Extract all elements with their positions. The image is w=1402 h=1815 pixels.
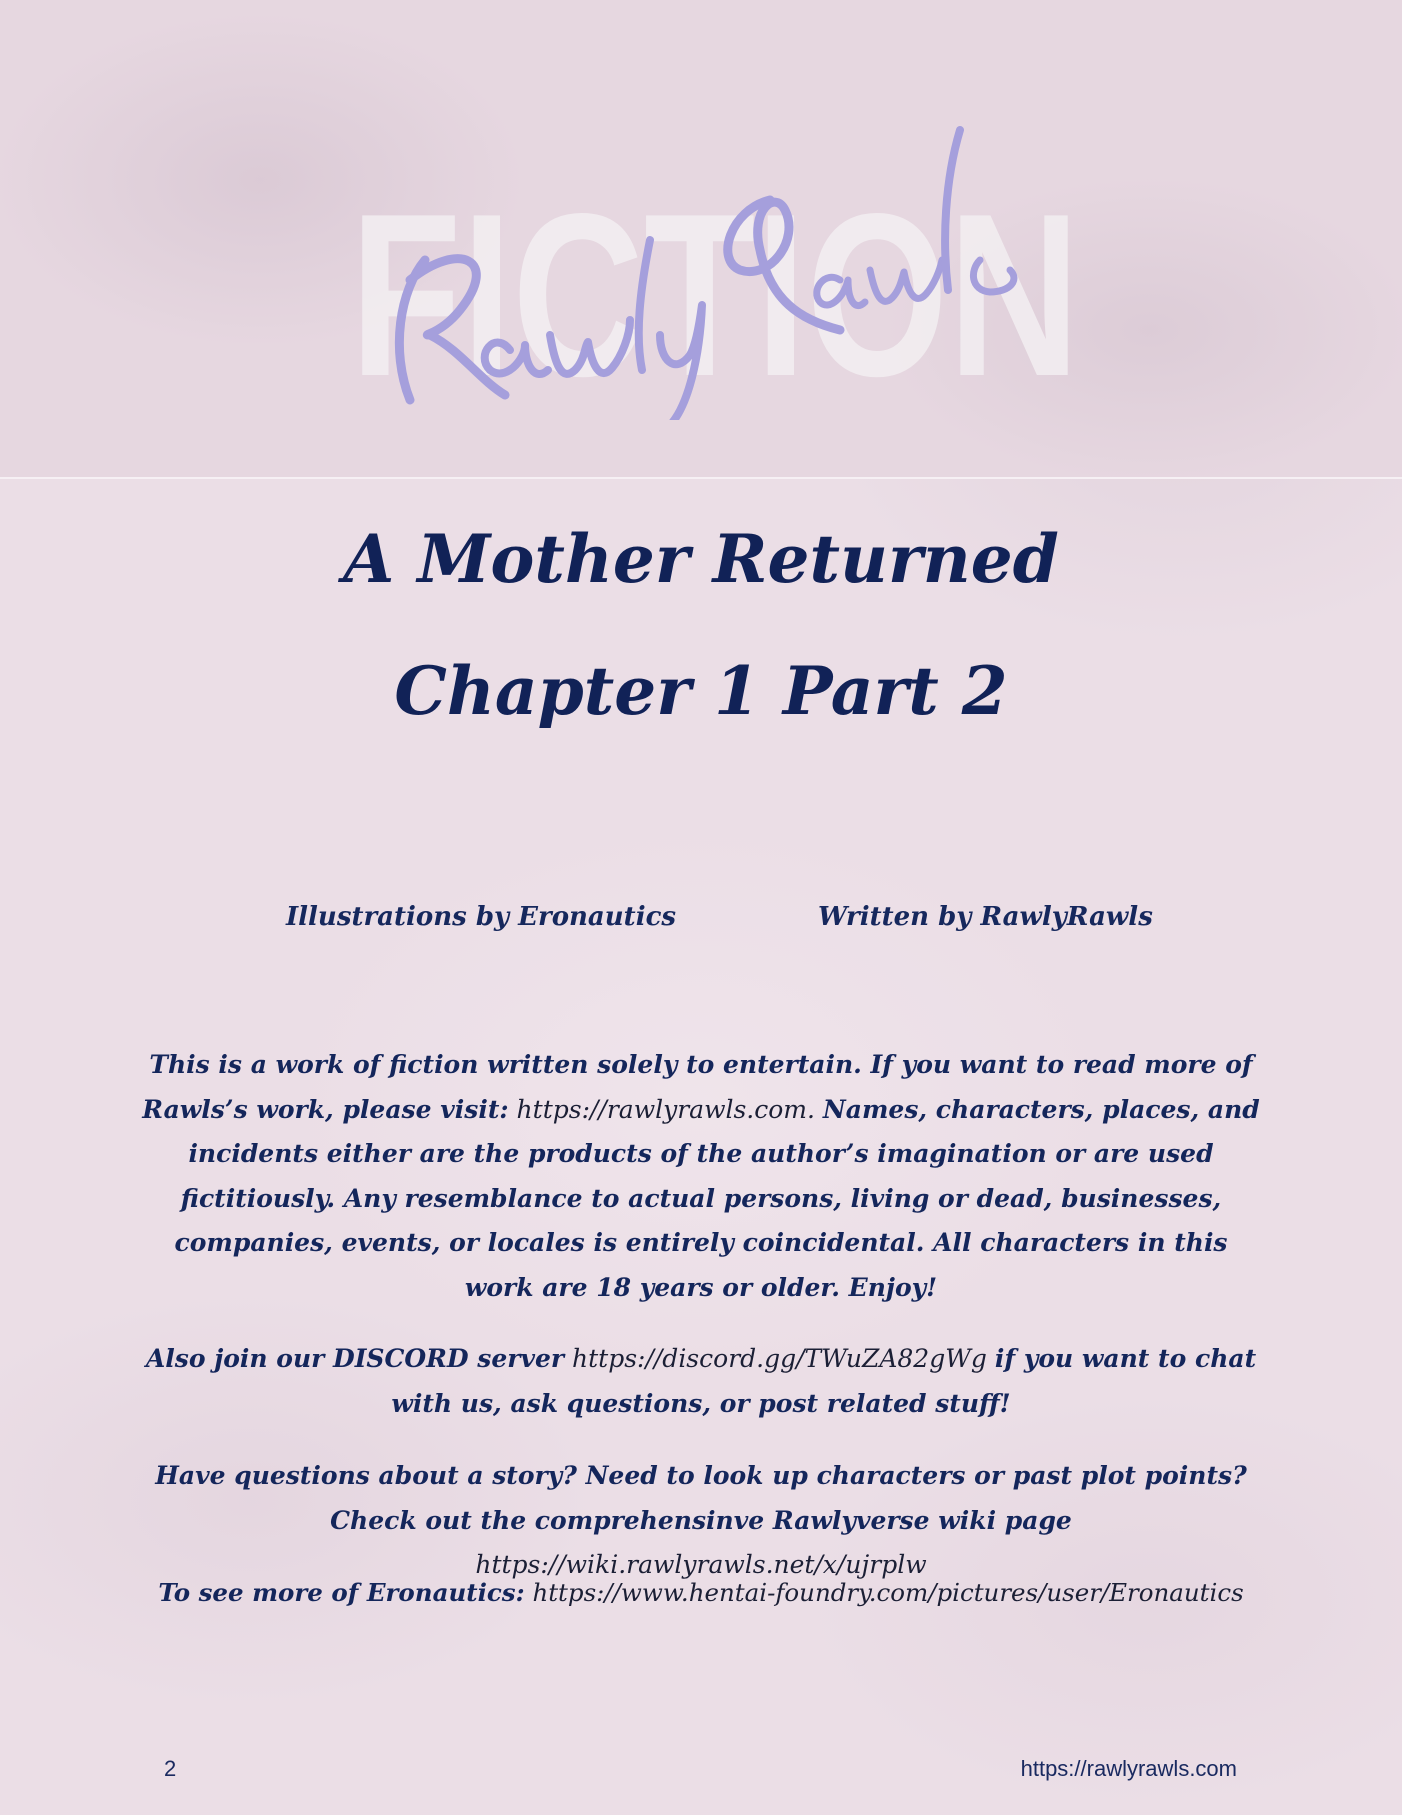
wiki-link[interactable]: https://wiki.rawlyrawls.net/x/ujrplw [475,1550,927,1579]
discord-outro: if you want to chat with us, ask questions, or post related stuff! [391,1344,1257,1418]
header-banner [0,0,1402,478]
disclaimer-body: Names, characters, places, and incidents either are the products of the author’s imagination or are used fictitiously. Any resemblance to actual persons, living or dead, businesses, companies, events, or locales is entirely coincidental. All characters in this work are 18 years or older. Enjoy! [174,1094,1260,1302]
signature-text: Rawly Rawls [726,290,734,291]
website-link[interactable]: https://rawlyrawls.com. [516,1094,815,1124]
chapter-title: Chapter 1 Part 2 [394,652,1008,730]
disclaimer-intro: This is a work of fiction written solely to entertain. If you want to read more of Rawls’s work, please visit: [142,1050,1253,1124]
story-title: A Mother Returned [343,520,1059,598]
artist-intro: To see more of Eronautics: [158,1578,525,1607]
fiction-disclaimer [140,1043,1262,1310]
discord-intro: Also join our DISCORD server [145,1344,565,1373]
wiki-intro: Have questions about a story? Need to look up characters or past plot points? Check out the comprehensinve Rawlyverse wiki page [155,1461,1247,1535]
artist-note [100,1571,1302,1616]
artist-link[interactable]: https://www.hentai-foundry.com/pictures/user/Eronautics [532,1578,1244,1607]
footer-url-link[interactable]: https://rawlyrawls.com [1020,1756,1237,1781]
page-number: 2 [164,1756,177,1781]
fiction-watermark-word: FICTION [350,166,1080,420]
fiction-logo [330,120,1100,420]
header-divider [0,477,1402,479]
discord-link[interactable]: https://discord.gg/TWuZA82gWg [572,1344,987,1373]
discord-invite [140,1337,1262,1426]
author-credit: Written by RawlyRawls [818,902,1153,932]
illustrator-credit: Illustrations by Eronautics [286,902,677,932]
rawly-rawls-logo-graphic [330,120,1100,420]
wiki-note [140,1454,1262,1588]
